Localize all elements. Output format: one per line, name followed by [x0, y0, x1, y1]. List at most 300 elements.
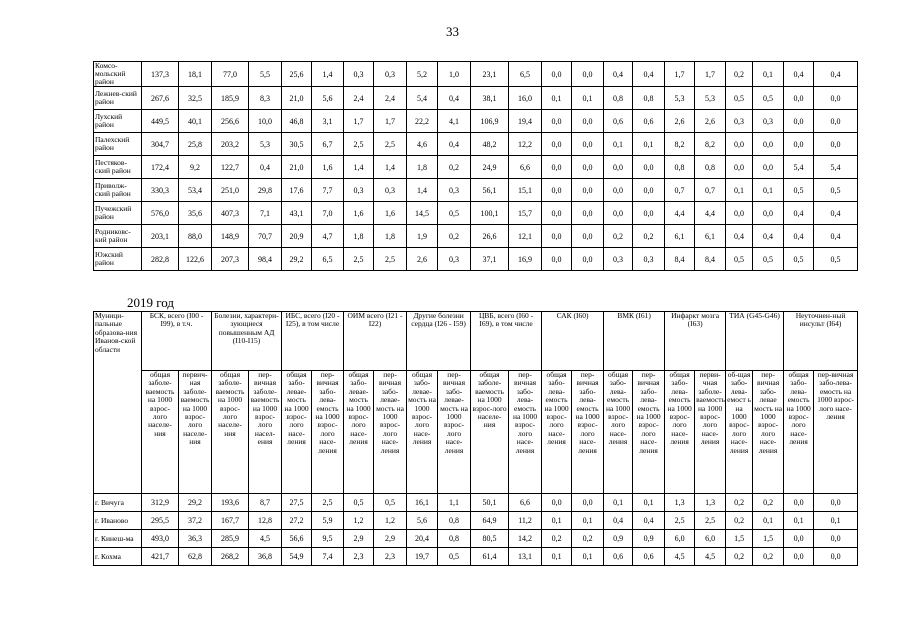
table-cell: 0,0	[572, 156, 604, 179]
table-cell: 17,6	[282, 179, 312, 202]
table-cell: 19,4	[509, 110, 542, 133]
city-name: г. Кохма	[94, 548, 142, 566]
table-cell: 4,5	[695, 548, 726, 566]
table-cell: 0,4	[784, 62, 814, 87]
table-cell: 0,0	[604, 179, 633, 202]
table-cell: 5,5	[249, 62, 282, 87]
table-cell: 0,3	[438, 179, 471, 202]
table-cell: 40,1	[179, 110, 212, 133]
table-cell: 22,2	[407, 110, 438, 133]
table-cell: 0,3	[344, 62, 374, 87]
table-cell: 0,7	[665, 179, 695, 202]
table-cell: 0,0	[633, 156, 665, 179]
table-cell: 70,7	[249, 225, 282, 248]
table-cell: 46,8	[282, 110, 312, 133]
table-cell: 0,0	[784, 530, 814, 548]
table-cell: 1,4	[407, 179, 438, 202]
table-cell: 1,8	[374, 225, 407, 248]
table-cell: 0,1	[542, 548, 572, 566]
subheader-cell: пер-вичная забо-лева-емость на 1000 взрос-лого насе-ления	[814, 371, 858, 494]
table-cell: 6,7	[312, 133, 344, 156]
table-cell: 0,4	[438, 133, 471, 156]
table-cell: 27,5	[282, 494, 312, 512]
table-cell: 0,0	[814, 530, 858, 548]
table-cell: 53,4	[179, 179, 212, 202]
table-cell: 5,3	[695, 87, 726, 110]
table-row	[94, 512, 858, 530]
table-cell: 0,0	[633, 202, 665, 225]
table-cell: 0,0	[814, 87, 858, 110]
table-cell: 0,0	[814, 548, 858, 566]
table-cell: 0,1	[814, 512, 858, 530]
table-cell: 0,6	[633, 110, 665, 133]
group-header: ИБС, всего (I20 - I25), в том числе	[282, 312, 344, 371]
table-cell: 285,9	[212, 530, 249, 548]
table-cell: 14,2	[509, 530, 542, 548]
table-cell: 37,2	[179, 512, 212, 530]
district-name: Пучежский район	[94, 202, 142, 225]
table-cell: 0,5	[726, 87, 753, 110]
table-cell: 37,1	[471, 248, 509, 271]
subheader-cell: пер-вичная заболе-ваемость на 1000 взрос-лого насел-ения	[249, 371, 282, 494]
table-cell: 0,3	[604, 248, 633, 271]
table-cell: 50,1	[471, 494, 509, 512]
subheader-cell: общая забо-лева-емость на 1000 взрос-лого насе-ления	[604, 371, 633, 494]
table-cell: 0,5	[753, 87, 784, 110]
table-cell: 12,2	[509, 133, 542, 156]
table-cell: 80,5	[471, 530, 509, 548]
table-cell: 0,5	[784, 179, 814, 202]
table-cell: 0,2	[726, 512, 753, 530]
table-cell: 0,0	[726, 156, 753, 179]
table-cell: 62,8	[179, 548, 212, 566]
table-cell: 0,0	[572, 202, 604, 225]
table-cell: 1,4	[312, 62, 344, 87]
table-cell: 449,5	[142, 110, 179, 133]
table-cell: 29,8	[249, 179, 282, 202]
group-header: ЦВБ, всего (I60 - I69), в том числе	[471, 312, 542, 371]
table-cell: 207,3	[212, 248, 249, 271]
table-cell: 2,6	[407, 248, 438, 271]
table-cell: 12,1	[509, 225, 542, 248]
table-cell: 0,3	[726, 110, 753, 133]
table-cell: 98,4	[249, 248, 282, 271]
subheader-cell: перви-чная заболе-ваемость на 1000 взрос-лого насе-ления	[695, 371, 726, 494]
table-cell: 0,0	[572, 110, 604, 133]
table-cell: 7,7	[312, 179, 344, 202]
subheader-cell: общая забо-лева-емость на 1000 взрос-лого насе-ления	[665, 371, 695, 494]
subheader-cell: пер-вичная забо-лева-емость на 1000 взрос-лого насе-ления	[633, 371, 665, 494]
table-cell: 0,0	[542, 133, 572, 156]
table-cell: 4,5	[665, 548, 695, 566]
table-cell: 12,8	[249, 512, 282, 530]
group-header: Неуточнен-ный инсульт (I64)	[784, 312, 858, 371]
table-cell: 8,3	[249, 87, 282, 110]
table-cell: 0,0	[814, 133, 858, 156]
table-cell: 5,6	[407, 512, 438, 530]
table-row	[94, 87, 858, 110]
table-cell: 0,4	[438, 87, 471, 110]
table-cell: 0,0	[572, 179, 604, 202]
table-cell: 2,9	[344, 530, 374, 548]
table-cell: 0,2	[438, 156, 471, 179]
table-cell: 5,2	[407, 62, 438, 87]
table-cell: 0,5	[438, 548, 471, 566]
table-cell: 24,9	[471, 156, 509, 179]
table-cell: 36,8	[249, 548, 282, 566]
table-cell: 1,4	[344, 156, 374, 179]
table-cell: 1,1	[438, 494, 471, 512]
table-cell: 0,0	[784, 110, 814, 133]
table-row	[94, 110, 858, 133]
table-cell: 1,2	[344, 512, 374, 530]
table-cell: 407,3	[212, 202, 249, 225]
table-cell: 29,2	[282, 248, 312, 271]
table-cell: 2,5	[344, 248, 374, 271]
table-cell: 1,5	[726, 530, 753, 548]
subheader-cell: общая заболе-ваемость на 1000 взрос-лого населе-ния	[212, 371, 249, 494]
subheader-cell: общая заболе-ваемость на 1000 взрос-лого населе-ния	[471, 371, 509, 494]
table-cell: 0,5	[814, 248, 858, 271]
table-cell: 2,6	[695, 110, 726, 133]
district-table-continued	[93, 61, 858, 271]
table-row	[94, 133, 858, 156]
table-cell: 0,1	[604, 494, 633, 512]
table-cell: 5,6	[312, 87, 344, 110]
table-cell: 0,5	[438, 202, 471, 225]
group-header: ВМК (I61)	[604, 312, 665, 371]
table-cell: 167,7	[212, 512, 249, 530]
table-cell: 0,4	[753, 225, 784, 248]
table-cell: 0,5	[753, 248, 784, 271]
table-cell: 0,1	[572, 87, 604, 110]
table-cell: 0,2	[726, 62, 753, 87]
table-cell: 7,0	[312, 202, 344, 225]
table-cell: 0,8	[604, 87, 633, 110]
table-cell: 0,1	[572, 548, 604, 566]
table-cell: 0,0	[542, 248, 572, 271]
table-cell: 1,5	[753, 530, 784, 548]
table-cell: 0,1	[633, 494, 665, 512]
table-cell: 4,4	[665, 202, 695, 225]
table-cell: 122,7	[212, 156, 249, 179]
group-header: ОИМ всего (I21 - I22)	[344, 312, 407, 371]
table-cell: 0,0	[542, 62, 572, 87]
table-cell: 14,5	[407, 202, 438, 225]
table-cell: 88,0	[179, 225, 212, 248]
table-cell: 1,8	[344, 225, 374, 248]
table-row	[94, 202, 858, 225]
table-cell: 0,1	[633, 133, 665, 156]
table-cell: 0,0	[604, 202, 633, 225]
table-cell: 2,5	[695, 512, 726, 530]
district-name: Палехский район	[94, 133, 142, 156]
group-header: БСК, всего (I00 - I99), в т.ч.	[142, 312, 212, 371]
group-header: Инфаркт мозга (I63)	[665, 312, 726, 371]
table-cell: 4,6	[407, 133, 438, 156]
table-row	[94, 548, 858, 566]
table-cell: 0,0	[572, 62, 604, 87]
district-name: Лежнев-ский район	[94, 87, 142, 110]
table-cell: 122,6	[179, 248, 212, 271]
table-cell: 0,0	[542, 110, 572, 133]
table-cell: 1,7	[344, 110, 374, 133]
group-header: Другие болезни сердца (I26 - I59)	[407, 312, 471, 371]
table-cell: 29,2	[179, 494, 212, 512]
table-cell: 0,9	[604, 530, 633, 548]
table-row	[94, 494, 858, 512]
table-cell: 6,1	[695, 225, 726, 248]
table-cell: 0,5	[344, 494, 374, 512]
district-name: Комсо-мольский район	[94, 62, 142, 87]
table-cell: 0,4	[633, 512, 665, 530]
table-cell: 0,4	[814, 225, 858, 248]
table-cell: 2,3	[374, 548, 407, 566]
table-cell: 0,5	[814, 179, 858, 202]
table-cell: 0,1	[542, 87, 572, 110]
table-cell: 2,5	[665, 512, 695, 530]
table-cell: 5,3	[249, 133, 282, 156]
table-cell: 148,9	[212, 225, 249, 248]
table-cell: 0,7	[695, 179, 726, 202]
table-cell: 6,0	[665, 530, 695, 548]
table-cell: 0,4	[604, 512, 633, 530]
district-name: Лухский район	[94, 110, 142, 133]
table-cell: 1,3	[695, 494, 726, 512]
table-cell: 8,4	[695, 248, 726, 271]
city-table-2019	[93, 311, 858, 566]
table-cell: 6,5	[312, 248, 344, 271]
subheader-cell: общая заболе-ваемость на 1000 взрос-лого населе-ния	[142, 371, 179, 494]
table-cell: 0,1	[572, 512, 604, 530]
table-cell: 0,0	[572, 225, 604, 248]
table-cell: 56,6	[282, 530, 312, 548]
table-cell: 0,0	[814, 110, 858, 133]
table-cell: 27,2	[282, 512, 312, 530]
table-cell: 0,3	[633, 248, 665, 271]
table-cell: 0,0	[784, 133, 814, 156]
subheader-cell: общая забо-левае-мость на 1000 взрос-лого насе-ления	[282, 371, 312, 494]
table-cell: 0,1	[753, 62, 784, 87]
subheader-cell: общая забо-лева-емость на 1000 взрос-лого насе-ления	[542, 371, 572, 494]
table-cell: 0,5	[374, 494, 407, 512]
table-cell: 2,6	[665, 110, 695, 133]
table-cell: 6,6	[509, 156, 542, 179]
table-row	[94, 179, 858, 202]
table-cell: 21,0	[282, 156, 312, 179]
table-cell: 61,4	[471, 548, 509, 566]
table-cell: 77,0	[212, 62, 249, 87]
group-header: Болезни, характери-зующиеся повышенным АД (I10-I15)	[212, 312, 282, 371]
table-cell: 9,2	[179, 156, 212, 179]
table-cell: 1,8	[407, 156, 438, 179]
table-row	[94, 156, 858, 179]
table-cell: 172,4	[142, 156, 179, 179]
district-name: Южский район	[94, 248, 142, 271]
table-cell: 0,4	[604, 62, 633, 87]
table-cell: 2,9	[374, 530, 407, 548]
table-cell: 0,1	[726, 179, 753, 202]
table-cell: 0,0	[633, 179, 665, 202]
table-cell: 0,0	[753, 133, 784, 156]
table-cell: 0,8	[438, 512, 471, 530]
table-cell: 5,9	[312, 512, 344, 530]
table-cell: 0,4	[784, 225, 814, 248]
table-cell: 6,0	[695, 530, 726, 548]
table-cell: 421,7	[142, 548, 179, 566]
table-cell: 13,1	[509, 548, 542, 566]
table-cell: 0,6	[604, 548, 633, 566]
table-cell: 106,9	[471, 110, 509, 133]
table-cell: 0,0	[814, 494, 858, 512]
table-cell: 0,0	[726, 202, 753, 225]
table-cell: 1,6	[374, 202, 407, 225]
subheader-cell: об-щая забо-лева-емост ь на 1000 взрос-лого насе-ления	[726, 371, 753, 494]
table-cell: 0,2	[633, 225, 665, 248]
district-name: Приволж-ский район	[94, 179, 142, 202]
table-cell: 1,9	[407, 225, 438, 248]
table-cell: 8,2	[695, 133, 726, 156]
table-cell: 0,6	[633, 548, 665, 566]
table-cell: 7,4	[312, 548, 344, 566]
year-heading: 2019 год	[127, 295, 174, 310]
table-cell: 0,2	[572, 530, 604, 548]
table-cell: 282,8	[142, 248, 179, 271]
table-cell: 16,1	[407, 494, 438, 512]
table-cell: 0,4	[814, 202, 858, 225]
subheader-cell: общая забо-левае-мость на 1000 взрос-лого насе-ления	[344, 371, 374, 494]
table-cell: 36,3	[179, 530, 212, 548]
table-cell: 3,1	[312, 110, 344, 133]
table-cell: 6,5	[509, 62, 542, 87]
table-cell: 0,9	[633, 530, 665, 548]
table-cell: 203,2	[212, 133, 249, 156]
table-cell: 7,1	[249, 202, 282, 225]
table-cell: 256,6	[212, 110, 249, 133]
table-cell: 0,1	[542, 512, 572, 530]
table-cell: 0,3	[344, 179, 374, 202]
table-cell: 0,0	[542, 202, 572, 225]
table-cell: 576,0	[142, 202, 179, 225]
table-cell: 0,0	[784, 494, 814, 512]
table-cell: 0,3	[374, 62, 407, 87]
table-cell: 493,0	[142, 530, 179, 548]
subheader-cell: общая забо-лева-емость на 1000 взрос-лого насе-ления	[784, 371, 814, 494]
table-cell: 5,4	[784, 156, 814, 179]
table-cell: 251,0	[212, 179, 249, 202]
table-cell: 0,0	[542, 156, 572, 179]
subheader-cell: первич-ная заболе-ваемость на 1000 взрос-лого населе-ния	[179, 371, 212, 494]
table-cell: 11,2	[509, 512, 542, 530]
city-name: г. Кинеш-ма	[94, 530, 142, 548]
table-cell: 1,6	[344, 202, 374, 225]
table-cell: 2,5	[374, 133, 407, 156]
table-cell: 2,5	[344, 133, 374, 156]
table-cell: 0,4	[814, 62, 858, 87]
table-cell: 1,7	[374, 110, 407, 133]
table-cell: 203,1	[142, 225, 179, 248]
table-cell: 0,2	[753, 548, 784, 566]
table-cell: 6,1	[665, 225, 695, 248]
table-cell: 8,2	[665, 133, 695, 156]
table-cell: 16,9	[509, 248, 542, 271]
table-cell: 6,6	[509, 494, 542, 512]
table-cell: 185,9	[212, 87, 249, 110]
city-name: г. Вичуга	[94, 494, 142, 512]
table-cell: 0,3	[374, 179, 407, 202]
subheader-row	[94, 371, 858, 494]
table-cell: 8,4	[665, 248, 695, 271]
table-cell: 43,1	[282, 202, 312, 225]
table-row	[94, 62, 858, 87]
table-cell: 0,2	[542, 530, 572, 548]
table-cell: 1,4	[374, 156, 407, 179]
table-cell: 16,0	[509, 87, 542, 110]
table-cell: 1,7	[665, 62, 695, 87]
table-cell: 0,2	[753, 494, 784, 512]
table-cell: 38,1	[471, 87, 509, 110]
table-cell: 5,4	[814, 156, 858, 179]
district-name: Пестяков-ский район	[94, 156, 142, 179]
table-cell: 0,8	[438, 530, 471, 548]
table-cell: 0,3	[438, 248, 471, 271]
table-cell: 20,9	[282, 225, 312, 248]
table-cell: 193,6	[212, 494, 249, 512]
table-cell: 0,1	[604, 133, 633, 156]
table-cell: 4,1	[438, 110, 471, 133]
table-cell: 5,4	[407, 87, 438, 110]
table-cell: 0,0	[572, 133, 604, 156]
table-cell: 4,7	[312, 225, 344, 248]
table-cell: 2,5	[374, 248, 407, 271]
table-cell: 0,4	[726, 225, 753, 248]
table-cell: 0,4	[249, 156, 282, 179]
table-cell: 0,1	[753, 179, 784, 202]
table-cell: 5,3	[665, 87, 695, 110]
table-cell: 25,8	[179, 133, 212, 156]
table-cell: 2,4	[344, 87, 374, 110]
subheader-cell: пер-вичная забо-левае-мость на 1000 взрос-лого насе-ления	[438, 371, 471, 494]
table-cell: 0,8	[665, 156, 695, 179]
table-cell: 18,1	[179, 62, 212, 87]
table-cell: 19,7	[407, 548, 438, 566]
table-cell: 0,2	[726, 494, 753, 512]
table-cell: 0,3	[753, 110, 784, 133]
table-cell: 2,3	[344, 548, 374, 566]
table-cell: 15,7	[509, 202, 542, 225]
group-header-row	[94, 312, 858, 371]
table-cell: 330,3	[142, 179, 179, 202]
table-cell: 100,1	[471, 202, 509, 225]
table-cell: 21,0	[282, 87, 312, 110]
table-cell: 2,4	[374, 87, 407, 110]
table-cell: 0,0	[542, 225, 572, 248]
table-cell: 0,4	[633, 62, 665, 87]
table-cell: 1,2	[374, 512, 407, 530]
city-name: г. Иваново	[94, 512, 142, 530]
table-cell: 4,5	[249, 530, 282, 548]
table-cell: 0,6	[604, 110, 633, 133]
table-cell: 0,5	[726, 248, 753, 271]
subheader-cell: пер-вичная забо-лева-емость на 1000 взрос-лого насе-ления	[312, 371, 344, 494]
table-cell: 20,4	[407, 530, 438, 548]
subheader-cell: пер-вичная забо-лева-емость на 1000 взрос-лого насе-ления	[572, 371, 604, 494]
table-cell: 0,0	[753, 156, 784, 179]
table-cell: 1,3	[665, 494, 695, 512]
table-cell: 4,4	[695, 202, 726, 225]
table-cell: 0,0	[784, 548, 814, 566]
subheader-cell: общая забо-левае-мость на 1000 взрос-лого насе-ления	[407, 371, 438, 494]
